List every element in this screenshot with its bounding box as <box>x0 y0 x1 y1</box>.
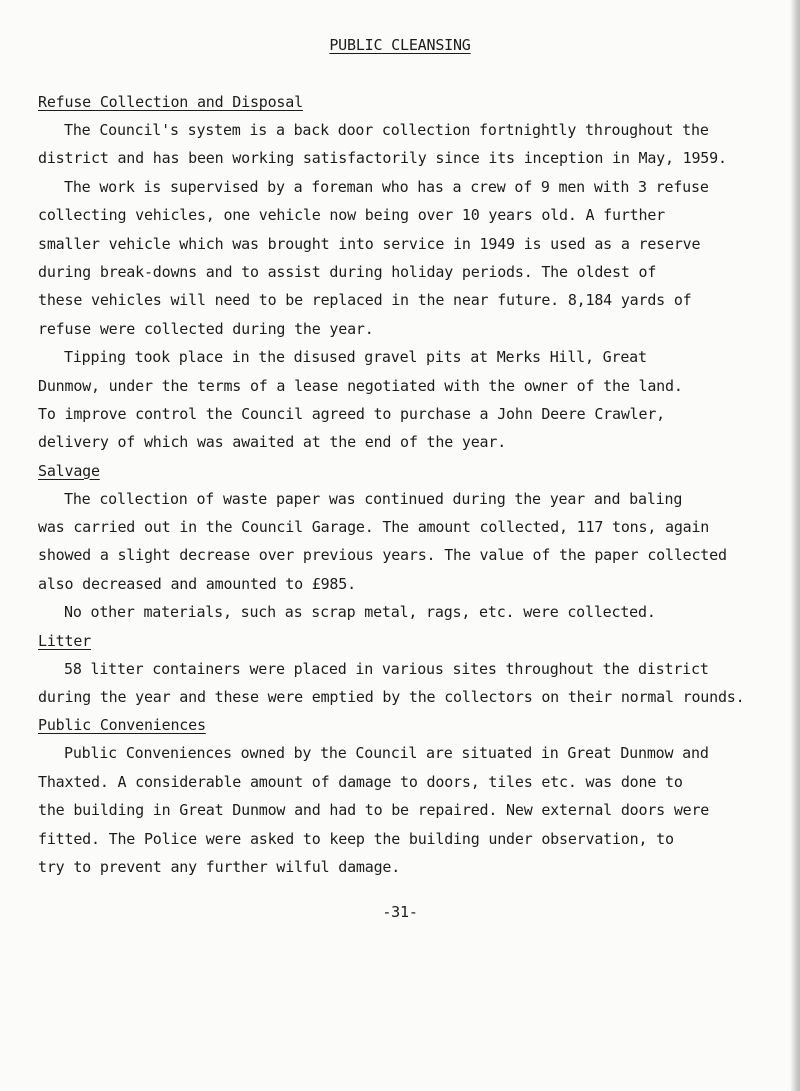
text-line: smaller vehicle which was brought into service in 1949 is used as a reserve <box>38 234 701 253</box>
text-line: district and has been working satisfactorily since its inception in May, 1959. <box>38 149 727 168</box>
section-refuse-collection <box>38 88 790 457</box>
section-heading: Litter <box>38 631 91 650</box>
text-line: Dunmow, under the terms of a lease negotiated with the owner of the land. <box>38 376 683 395</box>
text-line: refuse were collected during the year. <box>38 319 374 338</box>
section-paragraph <box>38 655 790 712</box>
section-paragraph <box>38 739 790 881</box>
text-line: Tipping took place in the disused gravel pits at Merks Hill, Great <box>64 348 647 367</box>
text-line: fitted. The Police were asked to keep the building under observation, to <box>38 829 674 848</box>
text-line: 58 litter containers were placed in various sites throughout the district <box>64 659 709 678</box>
page-title: PUBLIC CLEANSING <box>329 36 471 54</box>
section-paragraph <box>38 485 790 627</box>
section-public-conveniences <box>38 711 790 881</box>
document-body <box>38 88 790 881</box>
section-heading: Salvage <box>38 461 100 480</box>
section-heading: Refuse Collection and Disposal <box>38 93 303 111</box>
text-line: during the year and these were emptied by the collectors on their normal rounds. <box>38 688 745 707</box>
text-line: showed a slight decrease over previous years. The value of the paper collected <box>38 546 727 565</box>
text-line: during break-downs and to assist during holiday periods. The oldest of <box>38 262 657 281</box>
text-line: delivery of which was awaited at the end of the year. <box>38 433 507 452</box>
text-line: was carried out in the Council Garage. The amount collected, 117 tons, again <box>38 518 710 537</box>
page-edge-shadow <box>790 0 800 1091</box>
page-number: -31- <box>382 903 418 921</box>
section-salvage <box>38 457 790 627</box>
text-line: The Council's system is a back door collection fortnightly throughout the <box>64 121 709 139</box>
text-line: collecting vehicles, one vehicle now being over 10 years old. A further <box>38 206 665 225</box>
text-line: Thaxted. A considerable amount of damage to doors, tiles etc. was done to <box>38 772 683 791</box>
text-line: The collection of waste paper was continued during the year and baling <box>64 489 683 508</box>
section-heading: Public Conveniences <box>38 716 206 735</box>
text-line: also decreased and amounted to £985. <box>38 574 356 593</box>
text-line: To improve control the Council agreed to purchase a John Deere Crawler, <box>38 404 665 423</box>
text-line: try to prevent any further wilful damage. <box>38 857 401 876</box>
text-line: The work is supervised by a foreman who has a crew of 9 men with 3 refuse <box>64 177 709 196</box>
text-line: No other materials, such as scrap metal, rags, etc. were collected. <box>64 603 656 622</box>
section-litter <box>38 627 790 712</box>
text-line: these vehicles will need to be replaced in the near future. 8,184 yards of <box>38 291 692 310</box>
text-line: Public Conveniences owned by the Council are situated in Great Dunmow and <box>64 744 709 763</box>
section-paragraph <box>38 116 790 457</box>
text-line: the building in Great Dunmow and had to be repaired. New external doors were <box>38 801 710 820</box>
